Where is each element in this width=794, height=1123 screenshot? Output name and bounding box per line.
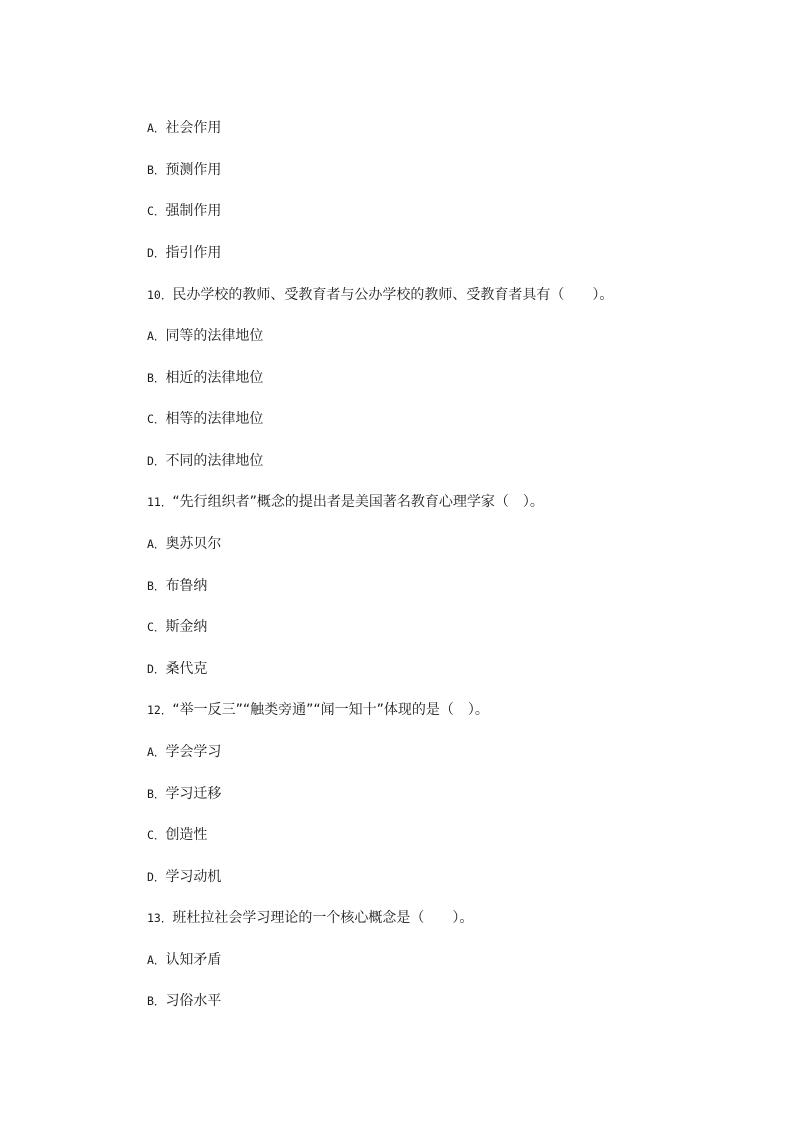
option-text: 同等的法律地位 — [165, 328, 264, 344]
option-text: 斯金纳 — [165, 619, 208, 635]
option-d-q11 — [147, 660, 207, 678]
option-c-q10 — [147, 410, 263, 428]
option-text: 不同的法律地位 — [165, 453, 264, 469]
option-text: 预测作用 — [165, 162, 222, 178]
option-a-q12 — [147, 743, 221, 761]
question-text: “举一反三”“触类旁通”“闻一知十”体现的是（ ）。 — [172, 702, 489, 718]
option-c-q11 — [147, 618, 207, 636]
option-text: 强制作用 — [165, 203, 222, 219]
question-10 — [147, 286, 613, 304]
option-a-q9 — [147, 119, 221, 137]
option-label: D． — [147, 870, 166, 884]
option-label: A． — [147, 121, 166, 135]
question-12 — [147, 701, 489, 719]
option-label: B． — [147, 163, 166, 177]
option-text: 习俗水平 — [165, 993, 222, 1009]
option-b-q9 — [147, 161, 221, 179]
question-text: 班杜拉社会学习理论的一个核心概念是（ ）。 — [172, 910, 474, 926]
option-label: C． — [147, 412, 166, 426]
option-text: 布鲁纳 — [165, 578, 208, 594]
option-label: A． — [147, 537, 166, 551]
option-b-q10 — [147, 369, 263, 387]
question-13 — [147, 909, 473, 927]
option-label: C． — [147, 620, 166, 634]
option-label: C． — [147, 828, 166, 842]
option-label: B． — [147, 994, 166, 1008]
option-d-q9 — [147, 244, 221, 262]
option-text: 创造性 — [165, 827, 208, 843]
question-text: 民办学校的教师、受教育者与公办学校的教师、受教育者具有（ ）。 — [172, 287, 614, 303]
option-text: 学习迁移 — [165, 786, 222, 802]
option-label: A． — [147, 745, 166, 759]
option-text: 指引作用 — [165, 245, 222, 261]
option-label: B． — [147, 579, 166, 593]
option-label: C． — [147, 204, 166, 218]
option-b-q13 — [147, 992, 221, 1010]
option-text: 认知矛盾 — [165, 952, 222, 968]
option-d-q12 — [147, 868, 221, 886]
question-number: 12． — [147, 703, 173, 717]
option-label: D． — [147, 246, 166, 260]
option-label: D． — [147, 662, 166, 676]
option-d-q10 — [147, 452, 263, 470]
option-label: D． — [147, 454, 166, 468]
option-label: B． — [147, 371, 166, 385]
question-number: 13． — [147, 911, 173, 925]
question-number: 11． — [147, 495, 173, 509]
option-text: 相等的法律地位 — [165, 411, 264, 427]
option-text: 社会作用 — [165, 120, 222, 136]
option-a-q10 — [147, 327, 263, 345]
option-text: 奥苏贝尔 — [165, 536, 222, 552]
option-c-q12 — [147, 826, 207, 844]
question-text: “先行组织者”概念的提出者是美国著名教育心理学家（ ）。 — [172, 494, 544, 510]
option-label: A． — [147, 329, 166, 343]
option-b-q11 — [147, 577, 207, 595]
option-text: 学会学习 — [165, 744, 222, 760]
option-text: 学习动机 — [165, 869, 222, 885]
option-a-q13 — [147, 951, 221, 969]
option-text: 桑代克 — [165, 661, 208, 677]
question-11 — [147, 493, 544, 511]
option-b-q12 — [147, 785, 221, 803]
option-a-q11 — [147, 535, 221, 553]
question-number: 10． — [147, 288, 173, 302]
option-label: B． — [147, 787, 166, 801]
option-c-q9 — [147, 202, 221, 220]
option-label: A． — [147, 953, 166, 967]
option-text: 相近的法律地位 — [165, 370, 264, 386]
